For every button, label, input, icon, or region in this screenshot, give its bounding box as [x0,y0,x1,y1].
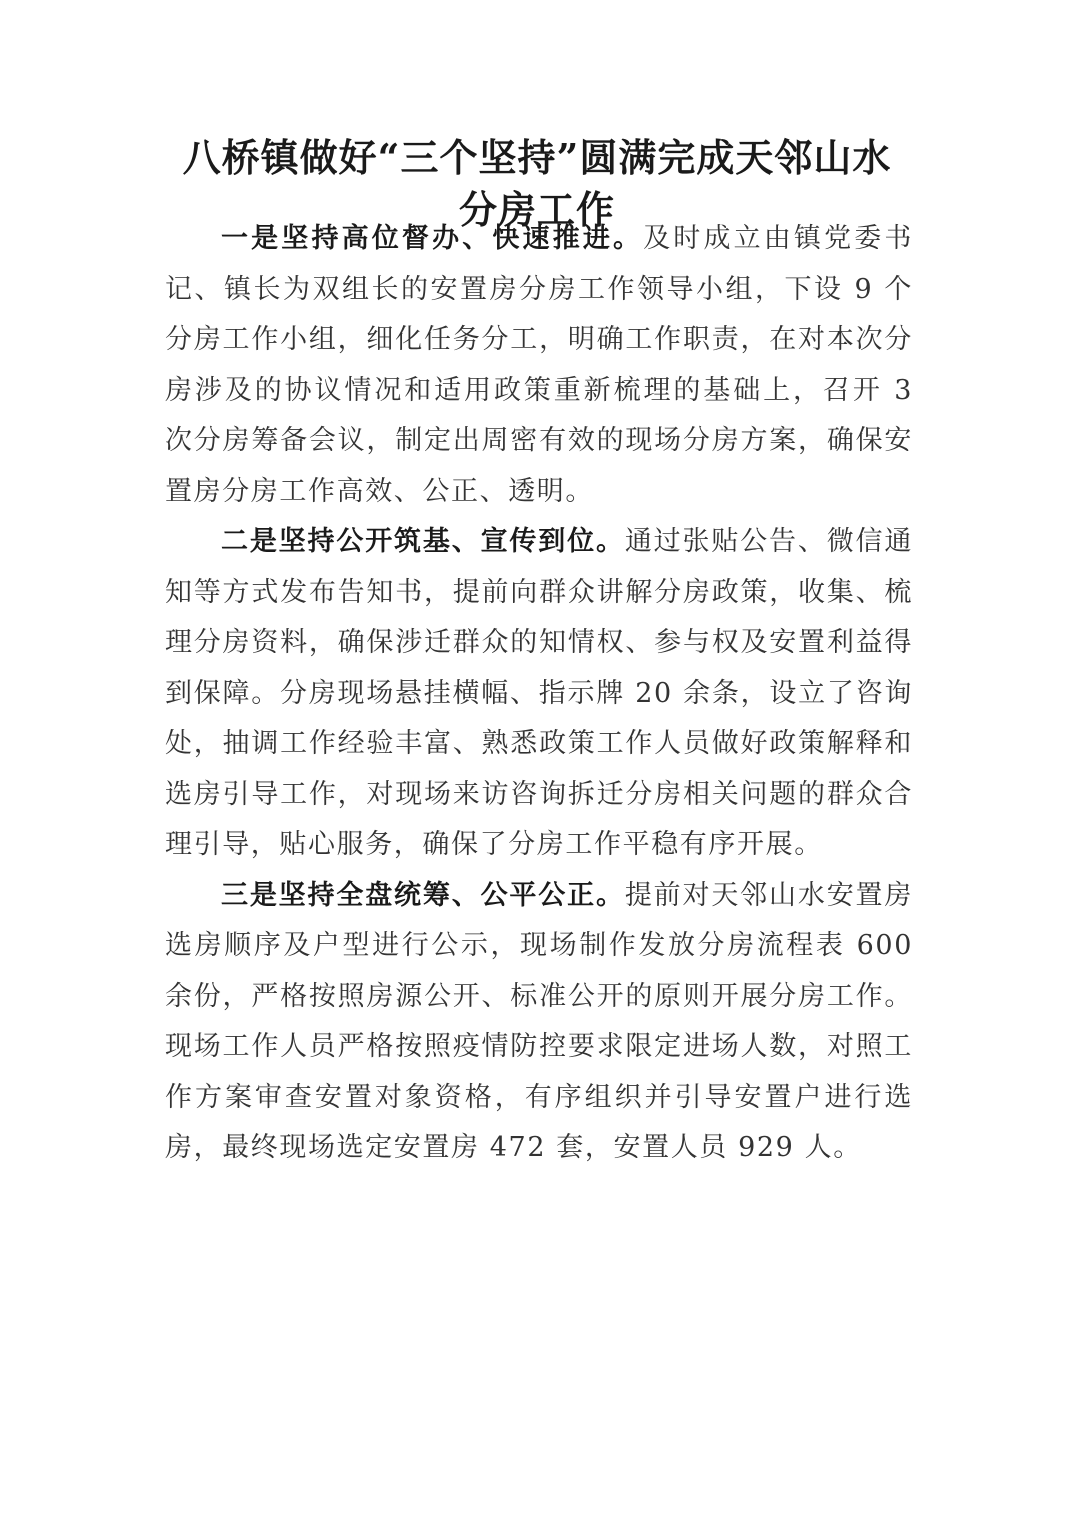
paragraph-2 [165,517,913,871]
title-line-1: 八桥镇做好“三个坚持”圆满完成天邻山水 [182,135,892,180]
title-line-2: 分房工作 [458,187,615,232]
paragraph-3 [165,871,913,1174]
paragraph-2-text: 通过张贴公告、微信通知等方式发布告知书，提前向群众讲解分房政策，收集、梳理分房资料，确保涉迁群众的知情权、参与权及安置利益得到保障。分房现场悬挂横幅、指示牌 20 余条，设立了咨询处，抽调工作经验丰富、熟悉政策工作人员做好政策解释和选房引导工作，对现场来访咨询拆迁分房相关问题的群众合理引导，贴心服务，确保了分房工作平稳有序开展。 [165,526,914,860]
document-body [165,214,913,1174]
paragraph-1 [165,214,913,517]
paragraph-1-text: 及时成立由镇党委书记、镇长为双组长的安置房分房工作领导小组，下设 9 个分房工作小组，细化任务分工，明确工作职责，在对本次分房涉及的协议情况和适用政策重新梳理的基础上，召开 3 次分房筹备会议，制定出周密有效的现场分房方案，确保安置房分房工作高效、公正、透明。 [165,223,913,507]
paragraph-3-text: 提前对天邻山水安置房选房顺序及户型进行公示，现场制作发放分房流程表 600 余份，严格按照房源公开、标准公开的原则开展分房工作。现场工作人员严格按照疫情防控要求限定进场人数，对照工作方案审查安置对象资格，有序组织并引导安置户进行选房，最终现场选定安置房 472 套，安置人员 929 人。 [165,879,914,1163]
paragraph-1-lead: 一是坚持高位督办、快速推进。 [221,223,644,254]
paragraph-2-lead: 二是坚持公开筑基、宣传到位。 [221,526,625,557]
paragraph-3-lead: 三是坚持全盘统筹、公平公正。 [221,879,625,911]
